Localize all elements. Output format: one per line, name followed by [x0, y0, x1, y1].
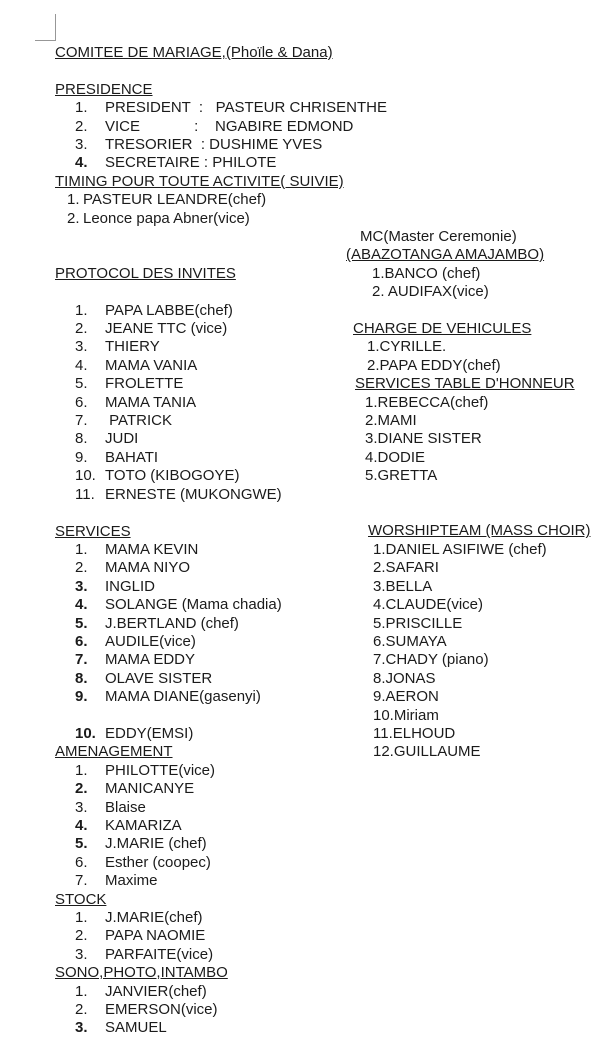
list-item-number: 2. — [75, 117, 88, 135]
list-item — [55, 118, 355, 136]
list-item-text: KAMARIZA — [105, 816, 182, 834]
list-item-text: EDDY(EMSI) — [105, 724, 194, 742]
list-item-text: PAPA NAOMIE — [105, 927, 206, 945]
list-item-text: OLAVE SISTER — [105, 669, 213, 687]
section-stock — [55, 891, 355, 965]
list-item-number: 3. — [75, 1019, 88, 1037]
list-item-text: JANVIER(chef) — [105, 982, 207, 1000]
list-item — [55, 486, 355, 504]
list-item-number: 8. — [75, 669, 88, 687]
list-item-number: 4. — [75, 816, 88, 834]
list-item-number: 1. — [75, 540, 88, 558]
list-item-number: 4. — [75, 596, 88, 614]
list-item — [55, 302, 355, 320]
list-item — [55, 541, 355, 559]
list-item — [55, 467, 355, 485]
list-item-text: MAMA DIANE(gasenyi) — [105, 688, 261, 706]
section-services — [55, 523, 355, 744]
list-item — [55, 99, 387, 117]
list-item: 9.AERON — [373, 688, 439, 706]
list-item-number: 10. — [75, 467, 96, 485]
section-items — [345, 394, 603, 486]
list-item — [55, 1001, 355, 1019]
list-item — [55, 651, 355, 669]
page-margin-corner-mark — [35, 14, 56, 41]
list-item: 4.CLAUDE(vice) — [373, 596, 484, 614]
list-item-text: JEANE TTC (vice) — [105, 320, 228, 338]
list-item-number: 5. — [75, 835, 88, 853]
list-item — [55, 596, 355, 614]
list-item-text: J.MARIE(chef) — [105, 909, 203, 927]
list-item: 7.CHADY (piano) — [373, 651, 489, 669]
list-item: 4.DODIE — [365, 448, 426, 466]
section-heading: SONO,PHOTO,INTAMBO — [55, 964, 228, 982]
list-item-text: MANICANYE — [105, 780, 195, 798]
section-sono — [55, 964, 355, 1038]
list-item-text: MAMA NIYO — [105, 559, 191, 577]
list-item — [55, 320, 355, 338]
section-items — [55, 191, 355, 228]
list-item — [55, 154, 355, 172]
list-item — [55, 670, 355, 688]
section-items — [345, 541, 603, 762]
list-item-text: FROLETTE — [105, 375, 184, 393]
section-items — [55, 99, 387, 173]
list-item-number: 5. — [75, 614, 88, 632]
section-items — [55, 541, 355, 743]
list-item — [55, 357, 355, 375]
list-item — [55, 375, 355, 393]
list-item-number: 3. — [75, 136, 88, 154]
section-heading: SERVICES — [55, 522, 131, 540]
list-item-number: 1. — [75, 982, 88, 1000]
list-item — [55, 559, 355, 577]
list-item-text: J.BERTLAND (chef) — [105, 614, 239, 632]
list-item-number: 6. — [75, 632, 88, 650]
list-item-text: VICE : NGABIRE EDMOND — [105, 117, 354, 135]
list-item: 3.DIANE SISTER — [365, 430, 482, 448]
list-item-text: MAMA KEVIN — [105, 540, 199, 558]
list-item — [55, 1019, 355, 1037]
section-heading: SERVICES TABLE D'HONNEUR — [355, 375, 575, 393]
list-item: 2. AUDIFAX(vice) — [372, 283, 489, 301]
list-item-number: 10. — [75, 724, 96, 742]
list-item — [55, 338, 355, 356]
list-item-number: 2. — [75, 780, 88, 798]
list-item-text: PASTEUR LEANDRE(chef) — [83, 191, 267, 209]
list-item-text: MAMA VANIA — [105, 356, 198, 374]
list-item-number: 9. — [75, 688, 88, 706]
list-item-text: Maxime — [105, 872, 158, 890]
list-item: 2.MAMI — [365, 412, 417, 430]
list-item-number: 3. — [75, 798, 88, 816]
list-item-text: PAPA LABBE(chef) — [105, 301, 233, 319]
list-item — [55, 449, 355, 467]
list-item-number: 2. — [67, 209, 80, 227]
right-sections — [345, 228, 603, 762]
list-item-text: BAHATI — [105, 448, 159, 466]
list-item — [55, 412, 355, 430]
list-item-number: 3. — [75, 338, 88, 356]
list-item-text: SECRETAIRE : PHILOTE — [105, 154, 277, 172]
list-item — [55, 762, 355, 780]
list-item — [55, 394, 355, 412]
list-item-number: 2. — [75, 559, 88, 577]
list-item-text: JUDI — [105, 430, 139, 448]
list-item: 5.PRISCILLE — [373, 614, 463, 632]
list-item — [55, 688, 355, 706]
list-item — [55, 835, 355, 853]
right-column — [345, 228, 603, 762]
list-item — [55, 210, 355, 228]
list-item-text: INGLID — [105, 577, 156, 595]
list-item-number: 2. — [75, 320, 88, 338]
list-item-number: 1. — [75, 909, 88, 927]
list-item — [55, 725, 355, 743]
list-item-text: MAMA EDDY — [105, 651, 196, 669]
section-heading: AMENAGEMENT — [55, 743, 173, 761]
section-items — [55, 909, 355, 964]
list-item — [55, 191, 355, 209]
list-item-text: AUDILE(vice) — [105, 632, 196, 650]
list-item-number: 11. — [75, 485, 95, 503]
list-item-text: PRESIDENT : PASTEUR CHRISENTHE — [105, 99, 387, 117]
section-mc — [345, 228, 603, 302]
list-item — [55, 927, 355, 945]
section-amenagement — [55, 743, 355, 890]
list-item-text: J.MARIE (chef) — [105, 835, 207, 853]
list-item-text: SOLANGE (Mama chadia) — [105, 596, 282, 614]
section-heading: WORSHIPTEAM (MASS CHOIR) — [368, 522, 591, 540]
list-item-number: 8. — [75, 430, 88, 448]
list-item-number: 6. — [75, 393, 88, 411]
section-presidence — [55, 80, 387, 173]
list-item-number: 2. — [75, 1001, 88, 1019]
list-item-number: 7. — [75, 412, 88, 430]
list-item: 10.Miriam — [373, 706, 439, 724]
list-item — [55, 983, 355, 1001]
list-item — [55, 817, 355, 835]
list-item: 2.PAPA EDDY(chef) — [367, 356, 501, 374]
list-item — [55, 854, 355, 872]
list-item — [55, 780, 355, 798]
list-item: 12.GUILLAUME — [373, 743, 481, 761]
list-item-number: 6. — [75, 853, 88, 871]
list-item-number: 7. — [75, 651, 88, 669]
list-item: 11.ELHOUD — [373, 724, 456, 742]
list-item-text: Esther (coopec) — [105, 853, 211, 871]
list-item-text: EMERSON(vice) — [105, 1001, 218, 1019]
list-item-text: SAMUEL — [105, 1019, 167, 1037]
list-item: 1.CYRILLE. — [367, 338, 447, 356]
list-item-text: TOTO (KIBOGOYE) — [105, 467, 240, 485]
list-item-text: PARFAITE(vice) — [105, 945, 214, 963]
list-item: 1.REBECCA(chef) — [365, 393, 489, 411]
section-items — [55, 983, 355, 1038]
list-item — [55, 633, 355, 651]
section-heading: PROTOCOL DES INVITES — [55, 264, 236, 282]
list-item-number: 9. — [75, 448, 88, 466]
section-heading: TIMING POUR TOUTE ACTIVITE( SUIVIE) — [55, 172, 344, 190]
list-item: 8.JONAS — [373, 669, 436, 687]
section-table-honneur — [345, 375, 603, 485]
list-item-text: Blaise — [105, 798, 146, 816]
list-item-number: 4. — [75, 356, 88, 374]
list-item: 6.SUMAYA — [373, 632, 447, 650]
section-heading: (ABAZOTANGA AMAJAMBO) — [346, 246, 545, 264]
list-item-text: PHILOTTE(vice) — [105, 761, 216, 779]
section-items — [55, 283, 355, 504]
list-item-number: 4. — [75, 154, 88, 172]
section-heading: PRESIDENCE — [55, 80, 153, 98]
list-item-number: 1. — [67, 191, 80, 209]
list-item — [55, 136, 355, 154]
section-heading: CHARGE DE VEHICULES — [353, 320, 532, 338]
list-item — [55, 872, 355, 890]
list-item-number: 2. — [75, 927, 88, 945]
left-sections — [55, 80, 387, 1038]
list-item-number: 7. — [75, 872, 88, 890]
section-items — [345, 338, 603, 375]
section-items — [55, 762, 355, 891]
section-vehicules — [345, 320, 603, 375]
section-timing — [55, 173, 355, 228]
list-item — [55, 909, 355, 927]
list-item-text: MAMA TANIA — [105, 393, 197, 411]
section-heading: STOCK — [55, 890, 107, 908]
list-item: 2.SAFARI — [373, 559, 439, 577]
list-item-text: ERNESTE (MUKONGWE) — [105, 485, 282, 503]
list-item-text: PATRICK — [105, 412, 172, 430]
list-item: 5.GRETTA — [365, 467, 438, 485]
list-item — [55, 946, 355, 964]
list-item-text: THIERY — [105, 338, 160, 356]
list-item-number: 1. — [75, 301, 88, 319]
section-items — [345, 265, 603, 302]
list-item-text: TRESORIER : DUSHIME YVES — [105, 136, 323, 154]
section-worshipteam — [345, 522, 603, 761]
list-item-number: 1. — [75, 99, 88, 117]
left-column — [55, 44, 387, 1038]
list-item: 1.DANIEL ASIFIWE (chef) — [373, 540, 547, 558]
document-title: COMITEE DE MARIAGE,(Phoïle & Dana) — [55, 44, 333, 61]
list-item — [55, 430, 355, 448]
list-item: 1.BANCO (chef) — [372, 264, 481, 282]
list-item-number: 5. — [75, 375, 88, 393]
section-protocol — [55, 265, 355, 504]
list-item — [55, 615, 355, 633]
section-pre-heading: MC(Master Ceremonie) — [360, 228, 517, 245]
list-item — [55, 799, 355, 817]
list-item-text: Leonce papa Abner(vice) — [83, 209, 250, 227]
list-item: 3.BELLA — [373, 577, 433, 595]
list-item-number: 3. — [75, 945, 88, 963]
list-item — [55, 578, 355, 596]
list-item-number: 1. — [75, 761, 88, 779]
list-item-number: 3. — [75, 577, 88, 595]
